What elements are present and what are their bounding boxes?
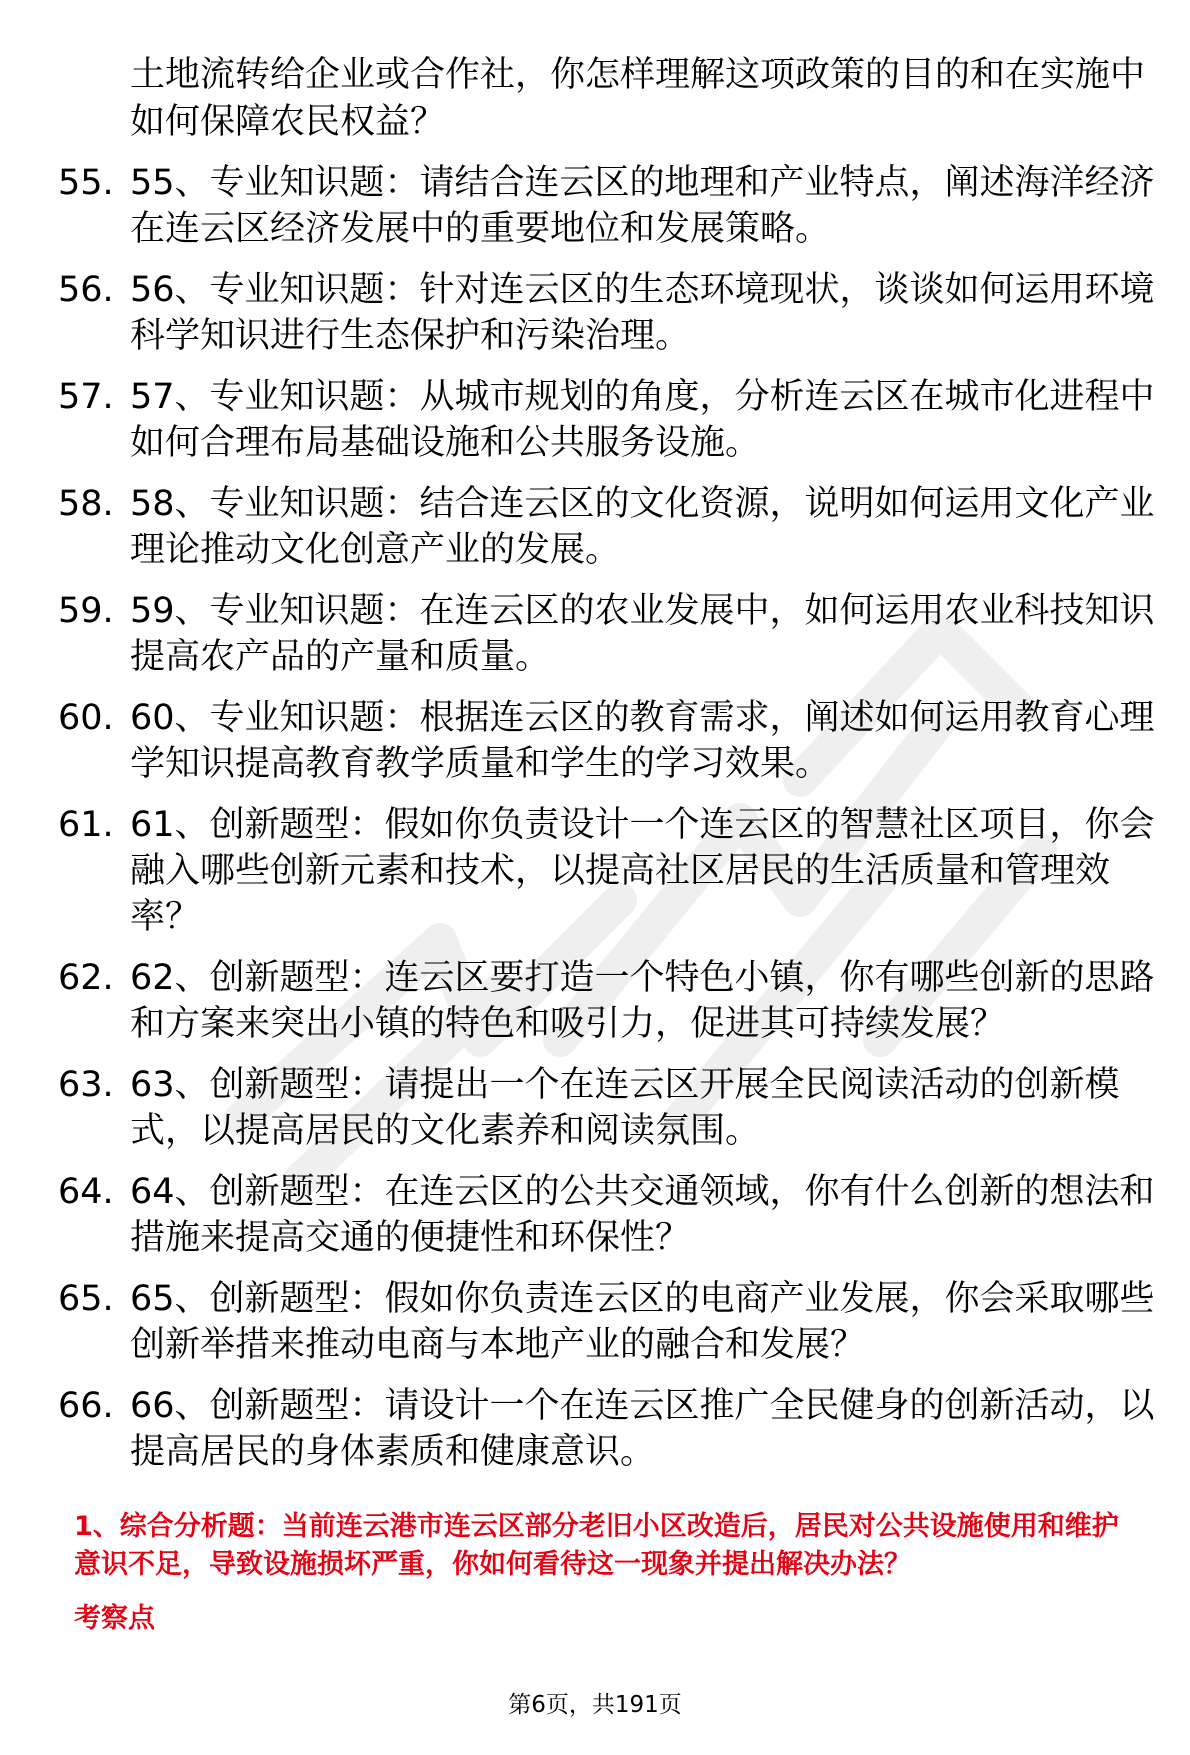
list-item-number: 62. bbox=[58, 958, 114, 998]
list-item bbox=[0, 1062, 1190, 1154]
list-item-number: 65. bbox=[58, 1279, 114, 1319]
list-item-text: 58、专业知识题：结合连云区的文化资源，说明如何运用文化产业理论推动文化创意产业的发展。 bbox=[130, 484, 1155, 570]
list-item-text: 57、专业知识题：从城市规划的角度，分析连云区在城市化进程中如何合理布局基础设施和公共服务设施。 bbox=[130, 377, 1155, 463]
list-item-text: 55、专业知识题：请结合连云区的地理和产业特点，阐述海洋经济在连云区经济发展中的重要地位和发展策略。 bbox=[130, 163, 1155, 249]
list-item bbox=[0, 1383, 1190, 1475]
list-item-text: 62、创新题型：连云区要打造一个特色小镇，你有哪些创新的思路和方案来突出小镇的特色和吸引力，促进其可持续发展？ bbox=[130, 958, 1155, 1044]
list-item bbox=[0, 267, 1190, 359]
list-item-number: 57. bbox=[58, 377, 114, 417]
list-item-number: 64. bbox=[58, 1172, 114, 1212]
list-item-text: 61、创新题型：假如你负责设计一个连云区的智慧社区项目，你会融入哪些创新元素和技术，以提高社区居民的生活质量和管理效率？ bbox=[130, 805, 1155, 937]
list-item bbox=[0, 160, 1190, 252]
list-item-text: 66、创新题型：请设计一个在连云区推广全民健身的创新活动，以提高居民的身体素质和健康意识。 bbox=[130, 1386, 1155, 1472]
list-item bbox=[0, 374, 1190, 466]
section-label: 考察点 bbox=[74, 1603, 155, 1634]
list-item-text: 64、创新题型：在连云区的公共交通领域，你有什么创新的想法和措施来提高交通的便捷性和环保性？ bbox=[130, 1172, 1155, 1258]
list-item-number: 58. bbox=[58, 484, 114, 524]
list-item-number: 55. bbox=[58, 163, 114, 203]
list-item-text: 56、专业知识题：针对连云区的生态环境现状，谈谈如何运用环境科学知识进行生态保护和污染治理。 bbox=[130, 270, 1155, 356]
list-item-number: 56. bbox=[58, 270, 114, 310]
list-item bbox=[0, 588, 1190, 680]
list-item bbox=[0, 955, 1190, 1047]
list-item-number: 59. bbox=[58, 591, 114, 631]
page-footer: 第6页，共191页 bbox=[508, 1692, 682, 1718]
question-list bbox=[0, 160, 1190, 1490]
list-item bbox=[0, 1169, 1190, 1261]
list-item-text: 59、专业知识题：在连云区的农业发展中，如何运用农业科技知识提高农产品的产量和质量。 bbox=[130, 591, 1155, 677]
analysis-question-heading: 1、综合分析题：当前连云港市连云区部分老旧小区改造后，居民对公共设施使用和维护意识不足，导致设施损坏严重，你如何看待这一现象并提出解决办法？ bbox=[74, 1511, 1119, 1580]
list-item-text: 63、创新题型：请提出一个在连云区开展全民阅读活动的创新模式，以提高居民的文化素养和阅读氛围。 bbox=[130, 1065, 1120, 1151]
list-item-number: 60. bbox=[58, 698, 114, 738]
list-item-number: 63. bbox=[58, 1065, 114, 1105]
list-item bbox=[0, 481, 1190, 573]
list-item-number: 66. bbox=[58, 1386, 114, 1426]
list-item-number: 61. bbox=[58, 805, 114, 845]
list-item bbox=[0, 695, 1190, 787]
continued-question-text: 土地流转给企业或合作社，你怎样理解这项政策的目的和在实施中如何保障农民权益？ bbox=[130, 55, 1146, 142]
list-item-text: 60、专业知识题：根据连云区的教育需求，阐述如何运用教育心理学知识提高教育教学质量和学生的学习效果。 bbox=[130, 698, 1155, 784]
list-item-text: 65、创新题型：假如你负责连云区的电商产业发展，你会采取哪些创新举措来推动电商与本地产业的融合和发展？ bbox=[130, 1279, 1155, 1365]
list-item bbox=[0, 1276, 1190, 1368]
list-item bbox=[0, 802, 1190, 940]
